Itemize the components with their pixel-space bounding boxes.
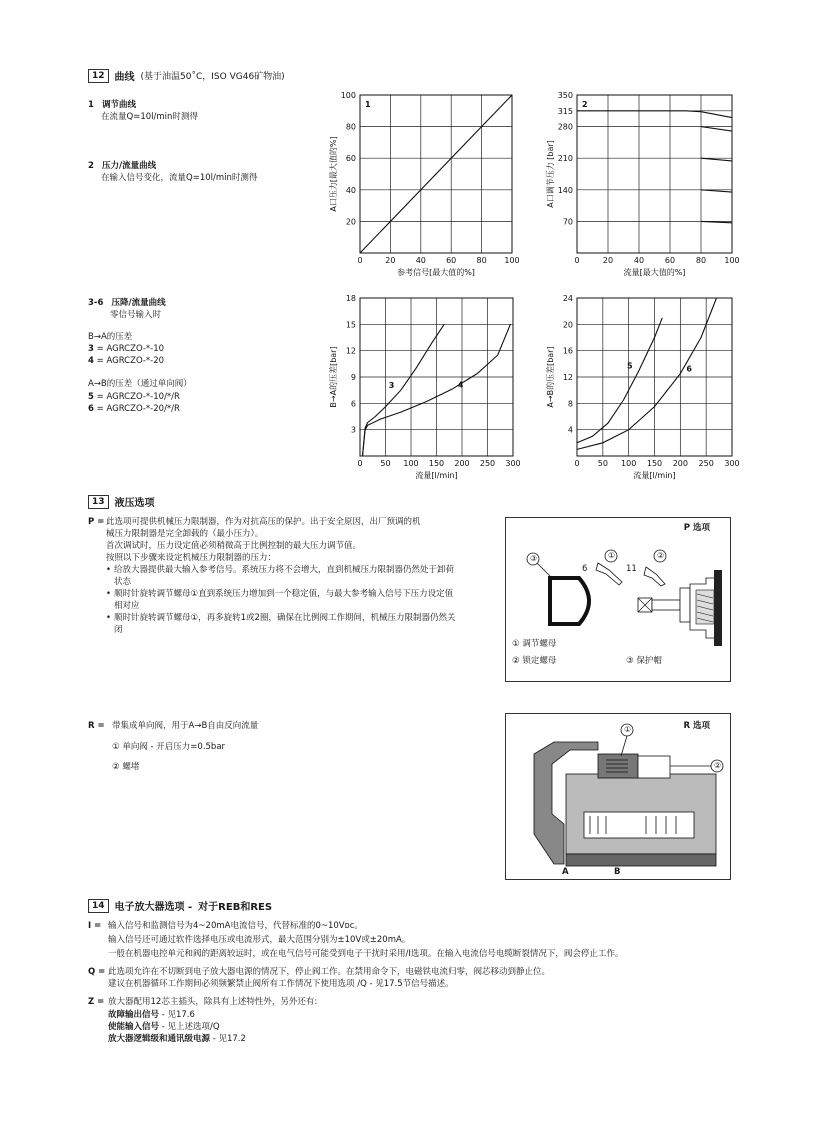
chart-svg: [325, 290, 525, 485]
series-line: [363, 324, 445, 456]
option-p-label: P =: [88, 517, 105, 527]
chart-pressure-flow: [540, 85, 745, 283]
line-text: = AGRCZO-*-10/*/R: [96, 392, 180, 402]
series-line: [701, 127, 732, 132]
body-hatch: [714, 570, 722, 646]
chart-ab-pressure-drop: [540, 290, 745, 488]
x-tick-label: 150: [428, 459, 445, 468]
p-step: • 顺时针旋转调节螺母①直到系统压力增加到一个稳定值，与最大参考输入信号下压力设定值相对应: [106, 588, 456, 612]
x-axis-label: 流量[最大值的%]: [623, 268, 686, 277]
z-item: [108, 1021, 220, 1033]
x-tick-label: 50: [380, 459, 391, 468]
section-number: 13: [88, 495, 109, 509]
wrench-11-icon: [644, 567, 665, 586]
y-tick-label: 18: [345, 294, 356, 303]
y-tick-label: 16: [562, 346, 573, 356]
z-item-title: 放大器逻辑级和通讯级电源: [108, 1034, 211, 1044]
x-tick-label: 200: [672, 459, 688, 468]
x-tick-label: 100: [724, 256, 740, 265]
line-text: = AGRCZO-*-20: [96, 356, 165, 366]
item-title: 调节曲线: [102, 100, 137, 110]
i-line: 输入信号还可通过软件选择电压或电流形式，最大范围分别为±10V或±20mA。: [108, 935, 411, 945]
curve-item-3-6: [88, 297, 166, 309]
section-title-suffix: 对于REB和RES: [198, 902, 273, 913]
protective-cap-inner: [552, 580, 587, 622]
y-tick-label: 280: [557, 122, 573, 132]
y-tick-label: 100: [340, 91, 356, 100]
series-line: [360, 95, 512, 253]
p-text-line: 此选项可提供机械压力限制器，作为对抗高压的保护。出于安全原因，出厂预调的机: [106, 517, 421, 527]
ab-line-5: [88, 391, 180, 403]
callout-1: ①: [624, 725, 632, 734]
legend-adjusting-nut: ① 调节螺母: [512, 639, 557, 649]
base-plate: [566, 854, 716, 866]
item-number: 3-6: [88, 298, 104, 308]
x-tick-label: 40: [633, 256, 645, 265]
figure-title: P 选项: [683, 523, 710, 533]
section-title: 液压选项: [114, 498, 155, 509]
series-line: [577, 298, 717, 449]
section-subtitle: (基于油温50˚C，ISO VG46矿物油): [140, 72, 285, 82]
item-title: 压力/流量曲线: [102, 161, 157, 171]
callout-2: ②: [657, 551, 665, 560]
p-step: • 顺时针旋转调节螺母①，再多旋转1或2圈，确保在比例阀工作期间，机械压力限制器仍然关闭: [106, 612, 456, 636]
p-step: • 给放大器提供最大输入参考信号。系统压力将不会增大，直到机械压力限制器仍然处于卸荷状态: [106, 564, 456, 588]
callout-2: ②: [714, 761, 722, 770]
item-number: 2: [88, 161, 94, 171]
leader-line: [621, 736, 627, 756]
r-option-drawing: [506, 714, 732, 881]
y-tick-label: 12: [562, 373, 573, 382]
option-q-label: Q =: [88, 967, 106, 977]
curve-item-2: [88, 160, 156, 172]
z-item: [108, 1033, 246, 1045]
x-axis-label: 流量[l/min]: [415, 471, 458, 480]
curve-item-1: [88, 99, 136, 111]
chart-svg: [540, 290, 745, 485]
x-tick-label: 100: [621, 459, 637, 468]
line-text: = AGRCZO-*-20/*/R: [96, 404, 180, 414]
x-tick-label: 40: [415, 256, 426, 265]
wrench-size-11: 11: [626, 564, 637, 574]
screw-shaft: [652, 600, 680, 610]
y-tick-label: 9: [350, 373, 356, 382]
section-number: 12: [88, 69, 109, 83]
curve-item-2-desc: 在输入信号变化，流量Q=10l/min时测得: [101, 173, 258, 183]
z-item-ref: - 见17.6: [159, 1010, 195, 1020]
chart-number-label: 1: [365, 100, 371, 109]
i-line: 输入信号和监测信号为4~20mA电流信号，代替标准的0~10Vᴅc。: [108, 921, 363, 931]
x-tick-label: 20: [602, 256, 614, 265]
curve-item-3-6-desc: 零信号输入时: [110, 310, 162, 320]
x-tick-label: 300: [724, 459, 740, 468]
x-tick-label: 100: [504, 256, 520, 265]
line-number: 4: [88, 356, 94, 366]
y-tick-label: 12: [345, 346, 356, 356]
y-tick-label: 40: [345, 185, 356, 195]
section-12-heading: [88, 68, 285, 83]
y-tick-label: 24: [562, 294, 573, 303]
p-text-line: 首次调试时，压力设定值必须稍微高于比例控制的最大压力调节值。: [106, 541, 362, 551]
line-number: 3: [88, 344, 94, 354]
x-tick-label: 60: [664, 256, 676, 265]
series-line: [577, 318, 662, 443]
line-text: = AGRCZO-*-10: [96, 344, 165, 354]
legend-lock-nut: ② 锁定螺母: [512, 656, 557, 666]
x-tick-label: 300: [505, 459, 521, 468]
option-r-label: R =: [88, 721, 105, 731]
y-tick-label: 60: [345, 154, 356, 164]
y-tick-label: 315: [557, 106, 573, 116]
plug: [638, 756, 670, 778]
y-tick-label: 20: [345, 217, 356, 227]
y-axis-label: B→A的压差[bar]: [329, 346, 338, 408]
section-13-heading: [88, 494, 155, 509]
section-title: 曲线: [114, 72, 135, 83]
port-a-label: A: [562, 867, 569, 877]
y-tick-label: 8: [567, 399, 573, 409]
p-steps-list: [106, 564, 456, 636]
option-i-label: I =: [88, 921, 102, 931]
x-tick-label: 80: [476, 256, 487, 265]
x-tick-label: 20: [385, 256, 396, 265]
ba-line-3: [88, 343, 164, 355]
legend-protective-cap: ③ 保护帽: [626, 656, 662, 666]
y-axis-label: A口压力[最大值的%]: [329, 136, 338, 212]
q-line: 建议在机器循环工作期间必须频繁禁止阀所有工作情况下使用选项 /Q - 见17.5节信号描述。: [108, 979, 454, 989]
i-line: 一般在机器电控单元和阀的距离较远时，或在电气信号可能受到电子干扰时采用/I选项。在输入电流信号电缆断裂情况下，阀会停止工作。: [108, 949, 624, 959]
z-item-title: 故障输出信号: [108, 1010, 160, 1020]
series-line: [701, 158, 732, 161]
x-tick-label: 50: [597, 459, 608, 468]
section-title: 电子放大器选项 -: [114, 902, 193, 913]
x-tick-label: 0: [357, 256, 363, 265]
r-item-plug: ② 螺堵: [112, 762, 140, 772]
option-z-label: Z =: [88, 997, 105, 1007]
chart-svg: [325, 85, 525, 280]
y-tick-label: 80: [345, 122, 356, 132]
chart-regulation-curve: [325, 85, 525, 283]
line-number: 5: [88, 392, 94, 402]
section-number: 14: [88, 899, 109, 913]
x-tick-label: 0: [574, 256, 580, 265]
x-tick-label: 60: [446, 256, 457, 265]
chart-svg: [540, 85, 745, 280]
y-tick-label: 350: [557, 91, 573, 100]
y-axis-label: A→B的压差[bar]: [546, 346, 555, 408]
z-line: 放大器配用12芯主插头，除具有上述特性外，另外还有:: [108, 997, 318, 1007]
ba-line-4: [88, 355, 164, 367]
option-r-description: 带集成单向阀，用于A→B自由反向流量: [112, 721, 259, 731]
ab-line-6: [88, 403, 180, 415]
ba-title: B→A的压差: [88, 332, 133, 342]
z-item: [108, 1009, 195, 1021]
wrench-6-icon: [596, 563, 622, 585]
x-tick-label: 250: [479, 459, 496, 468]
z-item-title: 使能输入信号: [108, 1022, 160, 1032]
y-tick-label: 15: [345, 320, 356, 330]
z-item-ref: - 见上述选项/Q: [159, 1022, 220, 1032]
series-label: 4: [457, 380, 464, 390]
y-tick-label: 6: [350, 399, 356, 409]
r-item-check-valve: ① 单向阀 - 开启压力=0.5bar: [112, 742, 226, 752]
line-number: 6: [88, 404, 94, 414]
series-line: [577, 111, 732, 118]
port-b-label: B: [614, 867, 621, 877]
wrench-size-6: 6: [582, 564, 588, 574]
y-axis-label: A口调节压力 [bar]: [546, 140, 555, 208]
callout-1: ①: [608, 551, 616, 560]
p-text-line: 械压力限制器是完全卸载的（最小压力）。: [106, 529, 264, 539]
ab-title: A→B的压差（通过单向阀）: [88, 379, 192, 389]
x-tick-label: 100: [403, 459, 419, 468]
item-number: 1: [88, 100, 94, 110]
x-tick-label: 0: [357, 459, 363, 468]
x-axis-label: 参考信号[最大值的%]: [397, 268, 475, 277]
y-tick-label: 140: [557, 185, 573, 195]
r-option-figure: [505, 713, 731, 880]
option-p-description: [106, 516, 466, 636]
x-tick-label: 200: [454, 459, 470, 468]
spring-chamber: [696, 590, 714, 624]
item-title: 压降/流量曲线: [111, 298, 166, 308]
check-valve-housing: [598, 754, 638, 778]
callout-3: ③: [530, 554, 538, 563]
p-option-figure: [505, 517, 731, 682]
series-label: 5: [627, 361, 633, 371]
y-tick-label: 20: [562, 320, 573, 330]
q-line: 此选项允许在不切断到电子放大器电源的情况下，停止阀工作。在禁用命令下，电磁铁电流归零，阀芯移动到静止位。: [108, 967, 551, 977]
y-tick-label: 70: [562, 217, 573, 227]
x-tick-label: 80: [695, 256, 707, 265]
y-tick-label: 210: [557, 154, 573, 164]
z-item-ref: - 见17.2: [210, 1034, 246, 1044]
chart-number-label: 2: [582, 100, 588, 109]
lock-nut: [680, 588, 690, 622]
leader-line: [537, 563, 554, 580]
p-text-line: 按照以下步骤来设定机械压力限制器的压力：: [106, 553, 277, 563]
x-tick-label: 150: [646, 459, 663, 468]
series-label: 3: [388, 381, 395, 391]
y-tick-label: 4: [567, 425, 573, 435]
y-tick-label: 3: [350, 425, 356, 435]
spool-bore: [584, 812, 694, 838]
x-tick-label: 250: [698, 459, 714, 468]
curve-item-1-desc: 在流量Q=10l/min时测得: [101, 112, 198, 122]
x-tick-label: 0: [574, 459, 580, 468]
chart-ba-pressure-drop: [325, 290, 525, 488]
series-label: 6: [686, 364, 692, 374]
section-14-heading: [88, 898, 272, 913]
figure-title: R 选项: [683, 721, 710, 731]
plot-frame: [577, 95, 732, 253]
x-axis-label: 流量[l/min]: [633, 471, 676, 480]
